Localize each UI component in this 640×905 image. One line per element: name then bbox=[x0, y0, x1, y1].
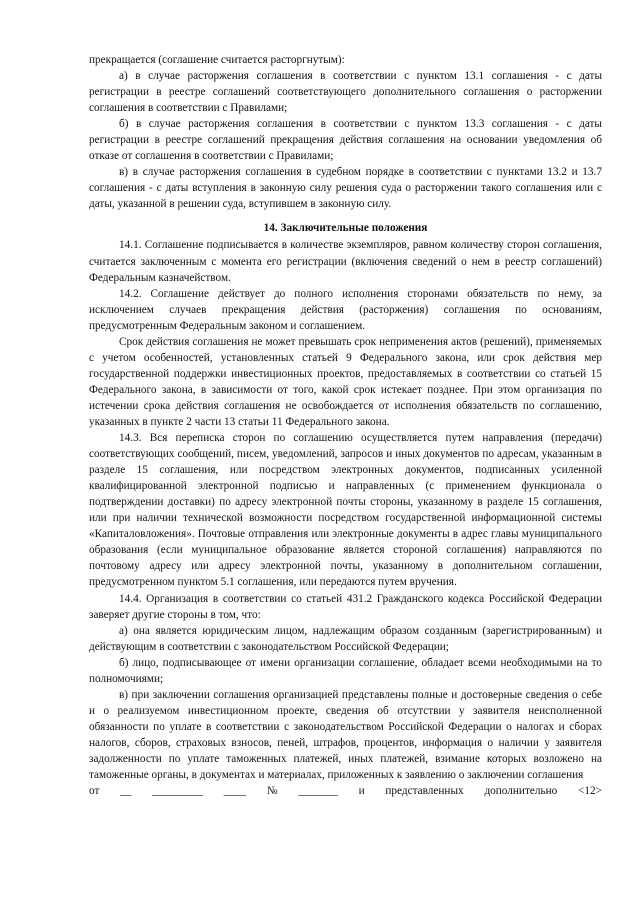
paragraph-14-2: 14.2. Соглашение действует до полного исполнения сторонами обязательств по нему, за исключением случаев прекращения действия (расторжения) соглашения по основаниям, предусмотренным Федеральным законом и соглашением. bbox=[89, 287, 602, 332]
last-line-part: _________ bbox=[152, 785, 203, 798]
paragraph-13-b: б) в случае расторжения соглашения в соответствии с пунктом 13.3 соглашения - с даты регистрации в реестре соглашений прекращения действия соглашения на основании уведомления об отказе от соглашения в соответствии с Правилами; bbox=[89, 118, 602, 163]
last-line-part: от bbox=[89, 785, 100, 798]
paragraph-14-2-term: Срок действия соглашения не может превышать срок неприменения актов (решений), применяемых с учетом особенностей, установленных статьей 9 Федерального закона, или срок действия мер государственной поддержки инвестиционных проектов, предоставляемых в соответствии со статьей 15 Федерального закона, в зависимости от того, какой срок истекает позднее. При этом организация по истечении срока действия соглашения не освобождается от исполнения обязательств по соглашению, указанных в пункте 2 части 13 статьи 11 Федерального закона. bbox=[89, 335, 602, 428]
footnote-ref: <12> bbox=[578, 785, 602, 798]
intro-line: прекращается (соглашение считается расторгнутым): bbox=[89, 54, 345, 66]
last-line-part: и bbox=[358, 785, 365, 798]
paragraph-13-v: в) в случае расторжения соглашения в судебном порядке в соответствии с пунктами 13.2 и 13.7 соглашения - с даты вступления в законную силу решения суда о расторжении такого соглашения или с даты, указанной в решении суда, вступившем в законную силу. bbox=[89, 166, 602, 211]
paragraph-14-4-a: а) она является юридическим лицом, надлежащим образом созданным (зарегистрированным) и действующим в соответствии с законодательством Российской Федерации; bbox=[89, 624, 602, 653]
paragraph-13-a: а) в случае расторжения соглашения в соответствии с пунктом 13.1 соглашения - с даты регистрации в реестре соглашений соответствующего дополнительного соглашения о расторжении соглашения в соответствии с Правилами; bbox=[89, 70, 602, 115]
section-spacer bbox=[89, 212, 602, 218]
paragraph-14-4-b: б) лицо, подписывающее от имени организации соглашение, обладает всеми необходимыми на то полномочиями; bbox=[89, 656, 602, 685]
paragraph-14-1: 14.1. Соглашение подписывается в количестве экземпляров, равном количеству сторон соглашения, считается заключенным с момента его регистрации (включения сведений о нем в реестр соглашений) Федеральным казначейством. bbox=[89, 239, 602, 284]
last-line-part: ____ bbox=[223, 785, 247, 798]
last-line-part: дополнительно bbox=[484, 785, 558, 798]
paragraph-14-3: 14.3. Вся переписка сторон по соглашению осуществляется путем направления (передачи) соответствующих сообщений, писем, уведомлений, запросов и иных документов по адресам, указанным в разделе 15 соглашения, или посредством электронных документов, подписанных усиленной квалифицированной электронной подписью и направленных (с применением функционала о подтверждении доставки) по адресу электронной почты стороны, указанному в разделе 15 соглашения, или при наличии технической возможности посредством государственной информационной системы «Капиталовложения». Почтовые отправления или электронные документы в адрес главы муниципального образования (если муниципальное образование является стороной соглашения) направляются по почтовому адресу или адресу электронной почты, указанному в дополнительном соглашении, предусмотренном пунктом 5.1 соглашения, или передаются путем вручения. bbox=[89, 432, 602, 589]
section-title: 14. Заключительные положения bbox=[263, 222, 428, 235]
paragraph-14-4: 14.4. Организация в соответствии со статьей 431.2 Гражданского кодекса Российской Федерации заверяет другие стороны в том, что: bbox=[89, 592, 602, 621]
last-line-part: представленных bbox=[385, 785, 464, 798]
last-line-part: _______ bbox=[298, 785, 338, 798]
last-line-part: __ bbox=[120, 785, 132, 798]
last-line bbox=[89, 783, 602, 799]
last-line-part: № bbox=[266, 785, 278, 798]
paragraph-14-4-v: в) при заключении соглашения организацией представлены полные и достоверные сведения о себе и о реализуемом инвестиционном проекте, сведения об отсутствии у заявителя неисполненной обязанности по уплате в соответствии с законодательством Российской Федерации о налогах и сборах налогов, сборов, страховых взносов, пеней, штрафов, процентов, информация о наличии у заявителя задолженности по уплате таможенных платежей, иных платежей, взимание которых возложено на таможенные органы, в документах и материалах, приложенных к заявлению о заключении соглашения bbox=[89, 688, 602, 782]
